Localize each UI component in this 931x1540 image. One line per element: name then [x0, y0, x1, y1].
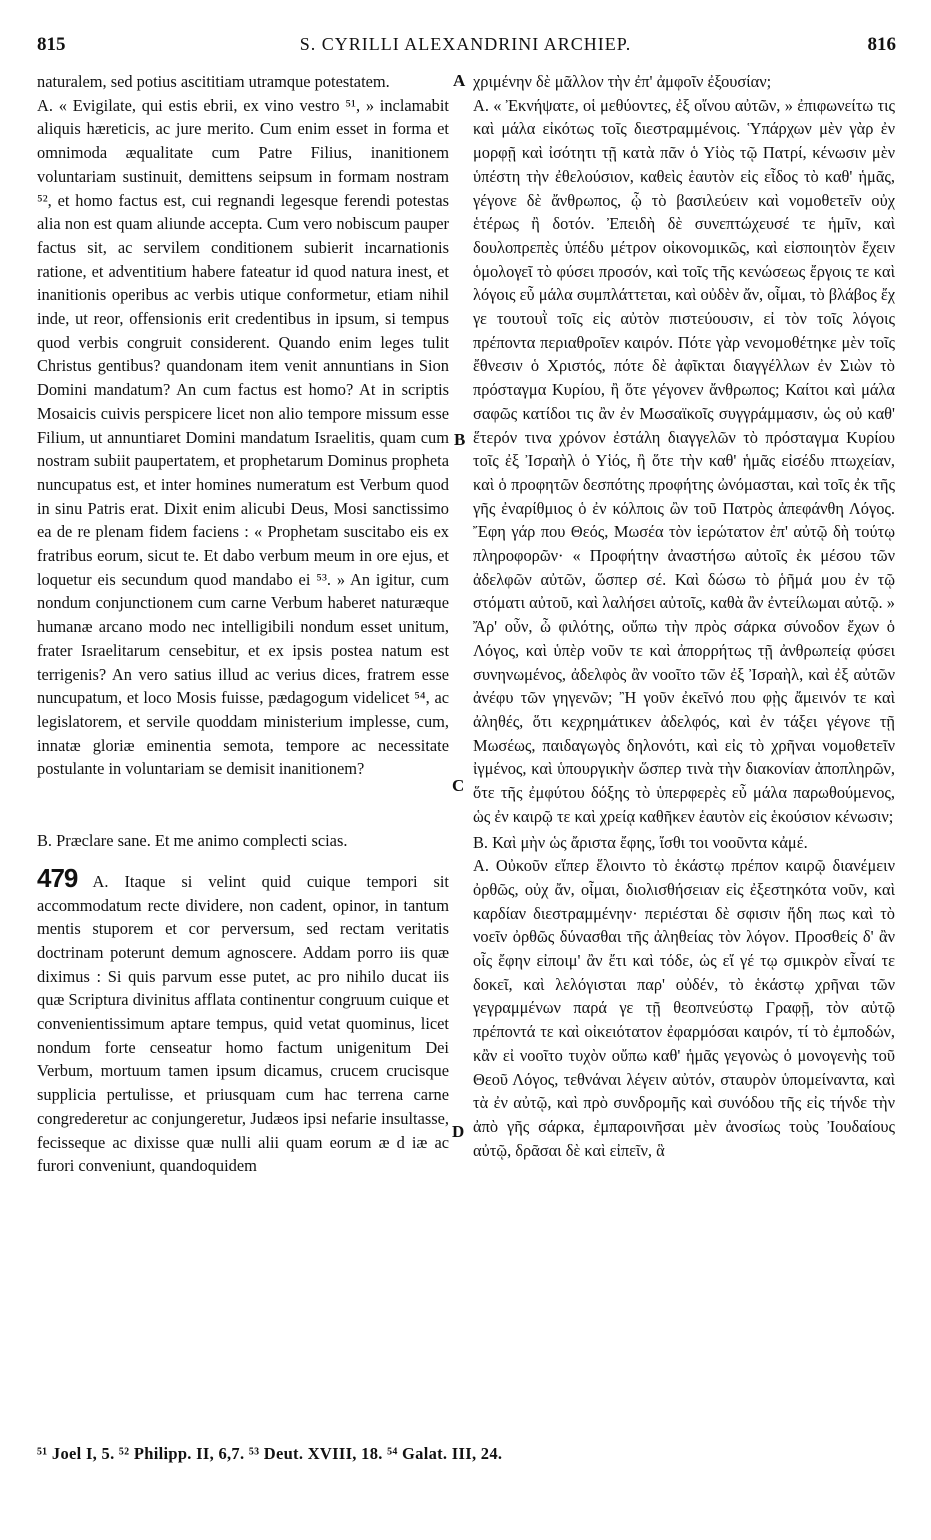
section-marker-a: A	[453, 71, 466, 90]
greek-paragraph-1: χριμένην δὲ μᾶλλον τὴν ἐπ' ἀμφοῖν ἐξουσίαν;	[473, 72, 772, 91]
page-number-right: 816	[867, 34, 896, 55]
footnotes: ⁵¹ Joel I, 5. ⁵² Philipp. II, 6,7. ⁵³ Deut. XVIII, 18. ⁵⁴ Galat. III, 24.	[37, 1444, 503, 1463]
greek-paragraph-4: A. Οὐκοῦν εἴπερ ἕλοιντο τὸ ἑκάστῳ πρέπον καιρῷ διανέμειν ὀρθῶς, οὐχ ἄν, οἶμαι, διολισθήσειαν εἰς ἐξεστηκότα νοῦν, καὶ καρδίαν διεστραμμένην· περιέσται δὲ σφισιν ἤδη πως καὶ τὸ νοεῖν ὀρθῶς δύνασθαι τῆς ἀληθείας τὸν λόγον. Προσθείς δ' ἂν οἷς ἔφην εἰποιμ' ἂν ἔτι καὶ τόδε, ὡς εἴ γέ τῳ σμικρὸν εἶναί τε δοκεῖ, καὶ λελόγισται παρ' οὐδέν, τὸ ἑκάστῳ χρῆναι τῶν γεγραμμένων παρά γε τῇ θεοπνεύστῳ Γραφῇ, τὸν αὐτῷ πρέποντά τε καὶ οἰκειότατον ἐφαρμόσαι καιρόν, τί τὸ ἐμποδών, κἂν εἰ νοοῖτο τυχὸν οὔπω καθ' ἡμᾶς γεγονὼς ὁ μονογενὴς τοῦ Θεοῦ Λόγος, τεθνάναι λέγειν αὐτόν, σταυρὸν ὑπομείναντα, καὶ τὰ ἐν αὐτῷ, καὶ πρὸ συνδρομῆς καὶ συνόδου τῆς εἰς τήνδε τὴν ἀπὸ γῆς σάρκα, ἐμπαροινῆσαι μὲν ἀνοσίως τοὺς Ἰουδαίους αὐτῷ, δρᾶσαι δὲ καὶ εἰπεῖν, ἃ	[473, 856, 895, 1160]
page-header	[0, 34, 931, 60]
column-number: 479	[37, 862, 78, 893]
section-marker-c: C	[452, 776, 465, 795]
latin-column	[37, 70, 449, 1178]
section-marker-d: D	[452, 1122, 465, 1141]
latin-paragraph-1: naturalem, sed potius ascititiam utramque potestatem.	[37, 72, 390, 91]
latin-paragraph-3: B. Præclare sane. Et me animo complecti scias.	[37, 831, 348, 851]
page-number-left: 815	[37, 34, 66, 55]
running-title: S. CYRILLI ALEXANDRINI ARCHIEP.	[299, 34, 632, 54]
greek-paragraph-3: B. Καὶ μὴν ὡς ἄριστα ἔφης, ἴσθι τοι νοοῦντα κἀμέ.	[473, 832, 808, 852]
latin-paragraph-4-text: A. Itaque si velint quid cuique tempori sit accommodatum recte dividere, non cadent, opinor, in tantum mentis stuporem et cor perversum, sed rectam veritatis doctrinam poterunt demum agnoscere. Addam porro iis quæ diximus : Si quis parvum esse putet, ac pro nihilo ducat iis quæ Scriptura divinitus afflata continentur congruum cuique et convenientissimum aptare tempus, quid vetat quominus, licet nondum forte censeatur homo factum unigenitum Dei Verbum, mortuum tamen ipsum dicamus, crucem crucisque supplicia pertulisse, et priusquam cum hac terrena carne congrederetur ac conjungeretur, Judæos ipsi nefarie insultasse, fecisseque ac dixisse quæ nulli alii quam eorum æ d iæ ac furori conveniunt, quandoquidem	[37, 871, 449, 1176]
latin-paragraph-2: A. « Evigilate, qui estis ebrii, ex vino vestro ⁵¹, » inclamabit aliquis hæreticis, ac jure merito. Cum enim esset in forma et omnimoda æqualitate cum Patre Filius, inanitionem voluntariam sustinuit, demittens seipsum in formam nostram ⁵², et homo factus est, cui regnandi legesque ferendi potestas alia non est quam aliunde accepta. Cum vero nobiscum pauper factus sit, ac servilem conditionem subierit incarnationis ratione, et adventitium habere fateatur id quod natura inest, et inanitionis operibus ac verbis utique conformetur, etiam nihil inde, ut reor, offensionis erit credentibus in ipsum, si tempus quod verbis congruit considerent. Quando enim leges tulit Christus gentibus? quandonam item venit annuntians in Sion Domini mandatum? An cum factus est homo? At in scriptis Mosaicis cuivis perspicere licet non alio tempore missum esse Filium, ut annuntiaret Domini mandatum Israelitis, quam cum nostram subiit paupertatem, et prophetarum Dominus propheta nuncupatus est, et inter homines numeratum est Verbum quod in sinu Patris erat. Dixit enim alicubi Deus, Mosi sanctissimo ea de re plenam fidem faciens : « Prophetam suscitabo eis ex fratribus eorum, sicut te. Et dabo verbum meum in ore ejus, et loquetur eis secundum quod mandabo ei ⁵³. » An igitur, cum nondum conjunctionem cum carne Verbum haberet naturæque humanæ arcano modo nec intelligibili nondum esset unitum, frater Israelitarum censebitur, et ex ipsis postea natum est terrigenis? An vero satius illud ac verius dices, fratrem esse nuncupatum, et loco Mosis fuisse, pædagogum videlicet ⁵⁴, ac legislatorem, et servile quoddam ministerium implesse, cum, innatæ gloriæ eminentia semota, tempore ac necessitate postulante in voluntariam se demisit inanitionem?	[37, 95, 449, 779]
section-marker-b: B	[454, 430, 466, 449]
greek-column	[473, 70, 895, 1162]
latin-paragraph-4	[37, 862, 449, 1178]
greek-paragraph-2: A. « Ἐκνήψατε, οἱ μεθύοντες, ἐξ οἴνου αὐτῶν, » ἐπιφωνείτω τις καὶ μάλα εἰκότως τοῖς διεστραμμένοις. Ὑπάρχων μὲν γὰρ ἐν μορφῇ καὶ ἰσότητι τῇ κατὰ πᾶν ὁ Υἱὸς τῷ Πατρί, κένωσιν μὲν ὑπέστη τὴν ἐθελούσιον, καθεὶς ἑαυτὸν εἰς εἶδος τὸ καθ' ἡμᾶς, γέγονε δὲ ἄνθρωπος, ᾧ τὸ βασιλεύειν καὶ νομοθετεῖν οὐχ ἑτέρως ἢ δοτόν. Ἐπειδὴ δὲ συνεπτώχευσέ τε ἡμῖν, καὶ δουλοπρεπὲς ὑπέδυ μέτρον οἰκονομικῶς, καὶ εἰσποιητὸν ἔχειν ὁμολογεῖ τὸ φύσει προσόν, καὶ τοῖς τῆς κενώσεως ἔργοις τε καὶ λόγοις εὖ μάλα συμπλάττεται, καὶ οὐδὲν ἄν, οἶμαι, τὸ βλάβος ἔχ γε τουτουῒ τοῖς εἰς αὐτὸν πιστεύουσιν, εἰ τὸν τοῖς λόγοις πρέποντα περιαθροῖεν καιρόν. Πότε γὰρ νενομοθέτηκε μὲν τοῖς ἔθνεσιν ὁ Χριστός, πότε δὲ ἀφῖκται διαγγέλλων ἐν Σιὼν τὸ πρόσταγμα Κυρίου, ἢ ὅτε γέγονεν ἄνθρωπος; Καίτοι καὶ μάλα σαφῶς κατίδοι τις ἂν ἐν Μωσαϊκοῖς συγγράμμασιν, ὡς οὐ καθ' ἕτερόν τινα χρόνον ἐστάλη διαγγελῶν τὸ πρόσταγμα Κυρίου τοῖς ἐξ Ἰσραὴλ ὁ Υἱός, ἢ ὅτε τὴν καθ' ἡμᾶς εἰσέδυ πτωχείαν, καὶ ὁ προφητῶν δεσπότης προφήτης ὠνόμασται, καὶ τοῖς ἐκ τῆς γῆς ἐναρίθμιος ὁ ἐν κόλποις ὢν τοῦ Πατρὸς ἀπεφάνθη Λόγος. Ἔφη γάρ που Θεός, Μωσέα τὸν ἱερώτατον ἐπ' αὐτῷ δὴ τούτῳ πληροφορῶν· « Προφήτην ἀναστήσω αὐτοῖς ἐκ μέσου τῶν ἀδελφῶν αὐτῶν, ὥσπερ σέ. Καὶ δώσω τὸ ῥῆμά μου ἐν τῷ στόματι αὐτοῦ, καὶ λαλήσει αὐτοῖς, καθὰ ἂν ἐντείλωμαι αὐτῷ. » Ἄρ' οὖν, ὦ φιλότης, οὔπω τὴν πρὸς σάρκα σύνοδον ἔχων ὁ Λόγος, καὶ ὑπὲρ νοῦν τε καὶ ἀπορρήτως τῇ ἀνθρωπείᾳ φύσει συνηνωμένος, ἀδελφὸς ἂν νοοῖτο τῶν ἐξ Ἰσραὴλ, καὶ ἐξ αὐτῶν ἀνέφυ τῶν γηγενῶν; Ἢ γοῦν ἐκεῖνό που φῂς ἄμεινόν τε καὶ ἀληθές, ὅτι κεχρημάτικεν ἀδελφός, καὶ ἐν τάξει γέγονε τῇ Μωσέως, παιδαγωγὸς δηλονότι, καὶ εἰς τὸ χρῆναι νομοθετεῖν ἰγμένος, καὶ ὑπουργικὴν ὥσπερ τινὰ τὴν διακονίαν ἀποπληρῶν, ὅτε τῆς ἐμφύτου δόξης τὸ ὑπερφερὲς εὖ μάλα παρωθούμενος, ὡς ἐν καιρῷ τε καὶ χρείᾳ καθῆκεν ἑαυτὸν εἰς ἑκούσιον κένωσιν;	[473, 95, 895, 826]
